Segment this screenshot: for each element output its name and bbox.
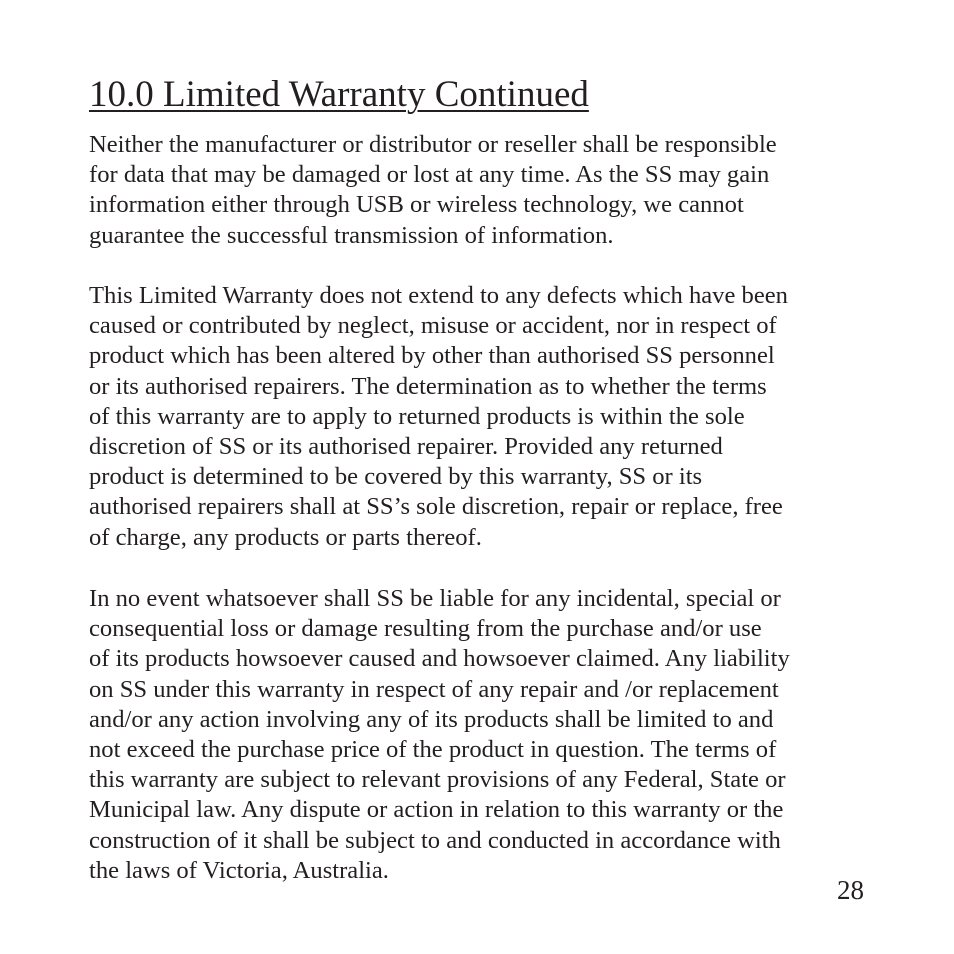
paragraph-warranty-exclusions [89, 281, 788, 553]
paragraph-data-liability [89, 130, 777, 251]
text-line: on SS under this warranty in respect of any repair and /or replacement [89, 675, 779, 703]
text-line: of this warranty are to apply to returned products is within the sole [89, 402, 745, 430]
text-line: information either through USB or wireless technology, we cannot [89, 191, 744, 219]
text-line: for data that may be damaged or lost at any time. As the SS may gain [89, 161, 770, 189]
text-line: product which has been altered by other than authorised SS personnel [89, 342, 775, 370]
text-line: and/or any action involving any of its products shall be limited to and [89, 705, 774, 733]
paragraph-liability-limits [89, 584, 790, 886]
text-line: of charge, any products or parts thereof. [89, 523, 482, 551]
page-number: 28 [837, 875, 864, 905]
text-line: consequential loss or damage resulting from the purchase and/or use [89, 615, 762, 643]
text-line: Neither the manufacturer or distributor or reseller shall be responsible [89, 131, 777, 158]
text-line: or its authorised repairers. The determination as to whether the terms [89, 372, 767, 400]
text-line: of its products howsoever caused and howsoever claimed. Any liability [89, 645, 790, 673]
text-line: not exceed the purchase price of the product in question. The terms of [89, 735, 777, 763]
text-line: Municipal law. Any dispute or action in relation to this warranty or the [89, 796, 784, 824]
text-line: authorised repairers shall at SS’s sole discretion, repair or replace, free [89, 493, 783, 521]
text-line: guarantee the successful transmission of information. [89, 221, 614, 249]
text-line: product is determined to be covered by this warranty, SS or its [89, 463, 703, 491]
text-line: caused or contributed by neglect, misuse or accident, nor in respect of [89, 312, 777, 340]
text-line: This Limited Warranty does not extend to any defects which have been [89, 282, 788, 309]
section-title: 10.0 Limited Warranty Continued [89, 74, 589, 115]
text-line: this warranty are subject to relevant provisions of any Federal, State or [89, 766, 786, 794]
text-line: discretion of SS or its authorised repairer. Provided any returned [89, 432, 723, 460]
text-line: construction of it shall be subject to and conducted in accordance with [89, 826, 781, 854]
text-line: In no event whatsoever shall SS be liable for any incidental, special or [89, 585, 781, 612]
text-line: the laws of Victoria, Australia. [89, 856, 389, 884]
